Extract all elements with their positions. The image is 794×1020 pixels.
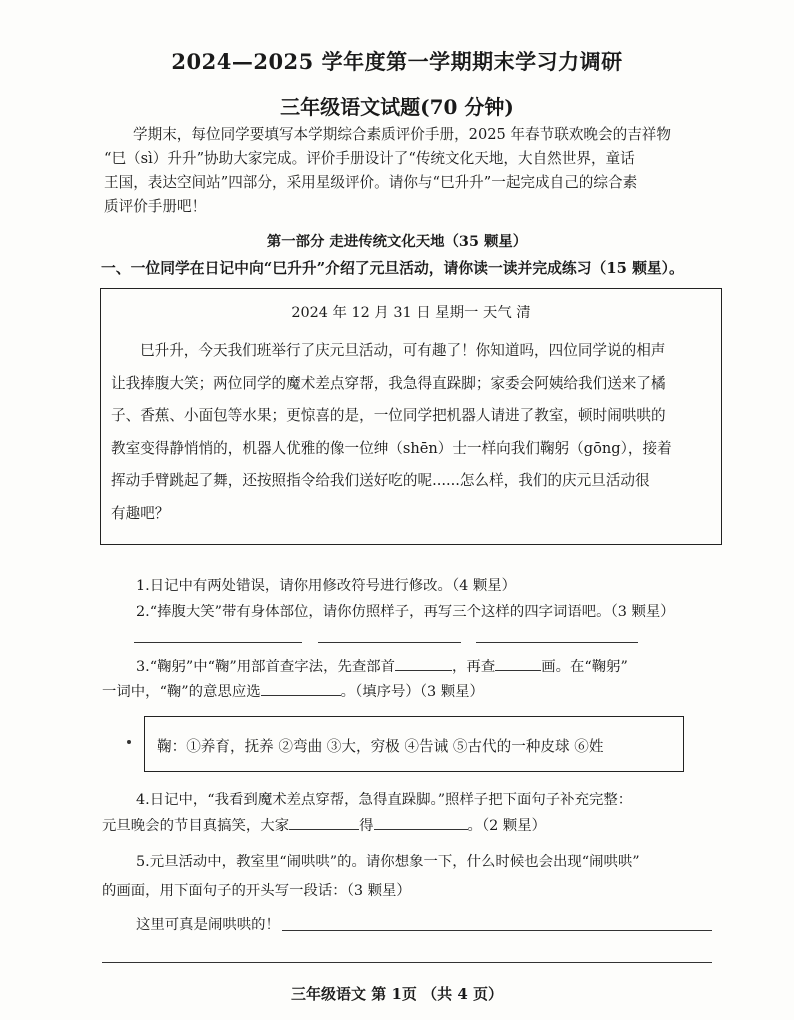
diary-line: 子、香蕉、小面包等水果；更惊喜的是，一位同学把机器人请进了教室，顿时闹哄哄的 — [111, 407, 666, 424]
question-3-continued — [102, 680, 484, 701]
writing-line[interactable] — [282, 930, 712, 931]
question-4-text: 元旦晚会的节目真搞笑，大家 — [102, 818, 290, 834]
section-heading: 第一部分 走进传统文化天地（35 颗星） — [266, 233, 528, 250]
question-3-text: ，再查 — [452, 659, 496, 675]
writing-line[interactable] — [102, 962, 712, 963]
meaning-choice-blank[interactable] — [261, 681, 341, 696]
question-5: 5.元旦活动中，教室里“闹哄哄”的。请你想象一下，什么时候也会出现“闹哄哄” — [136, 854, 640, 870]
question-4-continued — [102, 814, 546, 835]
intro-line: 王国，表达空间站”四部分，采用星级评价。请你与“巳升升”一起完成自己的综合素 — [104, 174, 638, 191]
diary-line: 让我捧腹大笑；两位同学的魔术差点穿帮，我急得直跺脚；家委会阿姨给我们送来了橘 — [111, 374, 666, 392]
diary-line: 巳升升，今天我们班举行了庆元旦活动，可有趣了！你知道吗，四位同学说的相声 — [140, 342, 666, 359]
question-2: 2.“捧腹大笑”带有身体部位，请你仿照样子，再写三个这样的四字词语吧。（3 颗星） — [136, 604, 675, 620]
intro-paragraph — [104, 123, 720, 219]
question-5-continued: 的画面，用下面句子的开头写一段话：（3 颗星） — [102, 883, 411, 899]
radical-blank[interactable] — [395, 656, 452, 671]
question-4-text: 得 — [359, 818, 374, 834]
intro-line: “巳（sì）升升”协助大家完成。评价手册设计了“传统文化天地，大自然世界，童话 — [104, 150, 635, 167]
intro-line: 学期末，每位同学要填写本学期综合素质评价手册，2025 年春节联欢晚会的吉祥物 — [133, 126, 671, 143]
diary-box — [100, 288, 722, 545]
question-3 — [136, 655, 628, 676]
exam-title: 2024—2025 学年度第一学期期末学习力调研 — [171, 49, 623, 74]
question-5-prompt: 这里可真是闹哄哄的！ — [136, 917, 280, 933]
page-footer: 三年级语文 第 1页 （共 4 页） — [291, 985, 503, 1003]
question-3-text: 。（填序号）（3 颗星） — [340, 684, 484, 700]
diary-text — [111, 335, 715, 530]
diary-date: 2024 年 12 月 31 日 星期一 天气 清 — [291, 305, 531, 321]
question-1: 1.日记中有两处错误，请你用修改符号进行修改。（4 颗星） — [136, 578, 517, 594]
diary-line: 有趣吧？ — [111, 504, 170, 522]
question-group-heading: 一、一位同学在日记中向“巳升升”介绍了元旦活动，请你读一读并完成练习（15 颗星）。 — [101, 260, 684, 277]
diary-line: 挥动手臂跳起了舞，还按照指令给我们送好吃的呢......怎么样，我们的庆元旦活动很 — [111, 472, 650, 489]
question-3-text: 画。在“鞠躬” — [541, 659, 628, 675]
question-3-text: 一词中，“鞠”的意思应选 — [102, 684, 261, 700]
sentence-blank[interactable] — [289, 815, 359, 830]
answer-line[interactable] — [318, 642, 461, 643]
question-4-text: 。（2 颗星） — [467, 818, 546, 834]
intro-line: 质评价手册吧！ — [104, 198, 207, 215]
stroke-count-blank[interactable] — [495, 656, 541, 671]
answer-line[interactable] — [476, 642, 638, 643]
exam-subtitle: 三年级语文试题(70 分钟) — [280, 95, 514, 119]
definition-choices-box — [144, 716, 684, 772]
definition-choices: 鞠：①养育，抚养 ②弯曲 ③大，穷极 ④告诫 ⑤古代的一种皮球 ⑥姓 — [157, 738, 604, 755]
diary-line: 教室变得静悄悄的，机器人优雅的像一位绅（shēn）士一样向我们鞠躬（gōng），接着 — [111, 439, 672, 457]
question-4: 4.日记中，“我看到魔术差点穿帮，急得直跺脚。”照样子把下面句子补充完整： — [136, 792, 633, 808]
question-3-text: 3.“鞠躬”中“鞠”用部首查字法，先查部首 — [136, 659, 396, 675]
stray-mark — [127, 740, 131, 744]
sentence-blank[interactable] — [374, 815, 468, 830]
answer-line[interactable] — [134, 642, 302, 643]
